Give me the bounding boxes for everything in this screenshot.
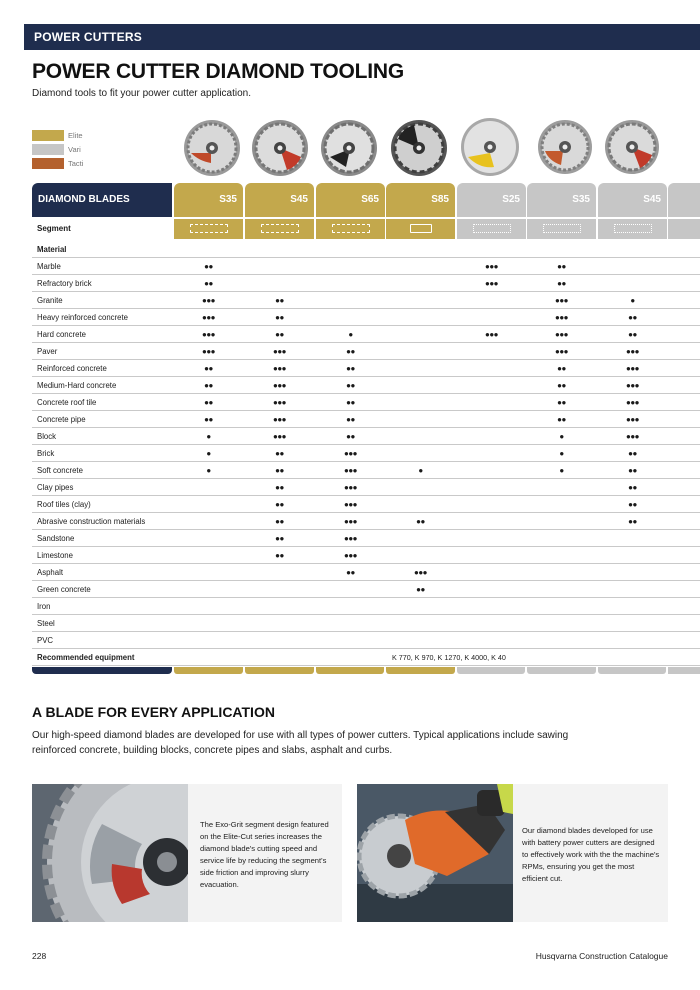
table-row [32, 343, 700, 360]
segment-shape-icon [473, 224, 511, 233]
table-row [32, 258, 700, 275]
segment-cell [527, 219, 596, 239]
table-row [32, 564, 700, 581]
table-row [32, 292, 700, 309]
segment-cell [174, 219, 243, 239]
rating-dots: ●●● [344, 466, 357, 475]
segment-row-label: Segment [37, 224, 71, 233]
column-header: S35 [174, 183, 243, 217]
rating-dots: ●●● [344, 500, 357, 509]
segment-shape-icon [614, 224, 652, 233]
rating-dots: ●● [275, 296, 284, 305]
blade-image-elite-s85 [390, 119, 448, 177]
footer-bar-elite [386, 667, 455, 674]
rating-dots: ●●● [273, 398, 286, 407]
rating-dots: ●● [346, 432, 355, 441]
rating-dots: ●● [275, 449, 284, 458]
rating-dots: ●● [346, 381, 355, 390]
rating-dots: ●●● [202, 296, 215, 305]
material-name: Granite [37, 296, 63, 305]
rating-dots: ●● [275, 313, 284, 322]
rating-dots: ●● [204, 415, 213, 424]
blade-image-elite-s35 [183, 119, 241, 177]
segment-shape-icon [190, 224, 228, 233]
rating-dots: ●● [204, 262, 213, 271]
footer-bar-elite [174, 667, 243, 674]
column-header: S45 [598, 183, 667, 217]
segment-cell [245, 219, 314, 239]
segment-shape-icon [261, 224, 299, 233]
section-body: Our high-speed diamond blades are developed for use with all types of power cutters. Typical applications include sawing reinforced concrete, building blocks, concrete pipes and slabs, asphalt and curbs. [32, 730, 569, 756]
info-card [357, 784, 668, 922]
legend-label: Elite [68, 130, 83, 140]
column-header: S65 [316, 183, 385, 217]
table-row [32, 547, 700, 564]
blade-image-vari-s45 [604, 119, 660, 175]
table-row [32, 598, 700, 615]
page-subtitle: Diamond tools to fit your power cutter application. [32, 88, 251, 99]
rating-dots: ● [418, 466, 423, 475]
material-name: Paver [37, 347, 58, 356]
material-name: Brick [37, 449, 55, 458]
column-header: S25 [457, 183, 526, 217]
segment-cell [386, 219, 455, 239]
blade-image-vari-s35 [537, 119, 593, 175]
table-row [32, 479, 700, 496]
material-name: Concrete pipe [37, 415, 86, 424]
rating-dots: ●●● [344, 534, 357, 543]
rating-dots: ● [206, 466, 211, 475]
rating-dots: ●● [628, 313, 637, 322]
column-header-partial [668, 183, 700, 217]
rating-dots: ●● [628, 330, 637, 339]
rating-dots: ●●● [414, 568, 427, 577]
recommended-equipment-label: Recommended equipment [37, 653, 135, 662]
rating-dots: ●● [416, 585, 425, 594]
column-header: S45 [245, 183, 314, 217]
rating-dots: ●● [557, 279, 566, 288]
rating-dots: ● [630, 296, 635, 305]
rating-dots: ● [559, 466, 564, 475]
material-name: Marble [37, 262, 61, 271]
rating-dots: ●●● [202, 330, 215, 339]
table-row [32, 445, 700, 462]
rating-dots: ●● [557, 398, 566, 407]
rating-dots: ●● [275, 534, 284, 543]
rating-dots: ●● [275, 517, 284, 526]
rating-dots: ●● [275, 483, 284, 492]
catalog-name: Husqvarna Construction Catalogue [535, 951, 668, 961]
footer-bar-vari [527, 667, 596, 674]
legend-item-tacti [32, 156, 83, 170]
rating-dots: ● [206, 449, 211, 458]
table-row [32, 496, 700, 513]
rating-dots: ●● [628, 500, 637, 509]
blade-closeup-image [32, 784, 188, 922]
rating-dots: ●●● [273, 347, 286, 356]
material-name: Hard concrete [37, 330, 86, 339]
blade-image-elite-s45 [251, 119, 309, 177]
rating-dots: ●●● [626, 381, 639, 390]
rating-dots: ●●● [273, 381, 286, 390]
rating-dots: ●● [346, 398, 355, 407]
recommended-equipment-row [32, 649, 700, 666]
section-header-bar [24, 24, 700, 50]
table-row [32, 513, 700, 530]
material-name: Asphalt [37, 568, 64, 577]
card-text: Our diamond blades developed for use with battery power cutters are designed to effectively work with the the machine's RPMs, ensuring you get the most efficient cut. [522, 826, 660, 883]
material-name: Reinforced concrete [37, 364, 107, 373]
table-row [32, 275, 700, 292]
material-name: Sandstone [37, 534, 75, 543]
legend-label: Vari [68, 144, 81, 154]
rating-dots: ●●● [485, 262, 498, 271]
info-card [32, 784, 342, 922]
rating-dots: ●●● [202, 347, 215, 356]
material-name: Limestone [37, 551, 73, 560]
rating-dots: ●●● [555, 296, 568, 305]
section-heading: A BLADE FOR EVERY APPLICATION [32, 704, 275, 720]
rating-dots: ●●● [344, 483, 357, 492]
segment-cell [457, 219, 526, 239]
material-header-row [32, 241, 700, 258]
table-row [32, 309, 700, 326]
table-row [32, 530, 700, 547]
rating-dots: ●● [275, 500, 284, 509]
rating-dots: ●●● [344, 517, 357, 526]
table-row [32, 428, 700, 445]
legend-item-elite [32, 128, 83, 142]
material-name: Iron [37, 602, 51, 611]
table-row [32, 411, 700, 428]
rating-dots: ●● [204, 279, 213, 288]
rating-dots: ●● [204, 364, 213, 373]
segment-cell [598, 219, 667, 239]
page-number: 228 [32, 951, 47, 961]
material-name: Refractory brick [37, 279, 92, 288]
legend-label: Tacti [68, 158, 84, 168]
rating-dots: ●●● [555, 313, 568, 322]
material-name: Medium-Hard concrete [37, 381, 117, 390]
rating-dots: ●●● [485, 279, 498, 288]
rating-dots: ●● [628, 466, 637, 475]
legend-swatch [32, 144, 64, 155]
rating-dots: ●●● [273, 432, 286, 441]
material-name: Roof tiles (clay) [37, 500, 91, 509]
blade-image-elite-s65 [320, 119, 378, 177]
material-name: Block [37, 432, 57, 441]
table-title: DIAMOND BLADES [32, 183, 172, 217]
rating-dots: ●● [628, 449, 637, 458]
rating-dots: ●●● [344, 449, 357, 458]
table-row [32, 326, 700, 343]
rating-dots: ●● [557, 262, 566, 271]
rating-dots: ●●● [485, 330, 498, 339]
legend-swatch [32, 130, 64, 141]
footer-bar-navy [32, 667, 172, 674]
segment-shape-icon [410, 224, 432, 233]
rating-dots: ●●● [273, 415, 286, 424]
rating-dots: ●●● [626, 364, 639, 373]
material-name: Steel [37, 619, 55, 628]
rating-dots: ●● [275, 330, 284, 339]
rating-dots: ●●● [626, 415, 639, 424]
rating-dots: ●●● [626, 398, 639, 407]
battery-cutter-image [357, 784, 513, 922]
rating-dots: ●● [346, 415, 355, 424]
rating-dots: ●● [557, 364, 566, 373]
material-name: Soft concrete [37, 466, 83, 475]
material-name: Concrete roof tile [37, 398, 97, 407]
rating-dots: ●● [346, 568, 355, 577]
recommended-equipment-value: K 770, K 970, K 1270, K 4000, K 40 [392, 653, 506, 662]
material-name: Green concrete [37, 585, 91, 594]
column-header: S85 [386, 183, 455, 217]
rating-dots: ●●● [626, 347, 639, 356]
rating-dots: ●● [416, 517, 425, 526]
rating-dots: ●●● [626, 432, 639, 441]
material-name: Heavy reinforced concrete [37, 313, 129, 322]
segment-shape-icon [543, 224, 581, 233]
table-row [32, 377, 700, 394]
legend-item-vari [32, 142, 83, 156]
rating-dots: ●●● [273, 364, 286, 373]
rating-dots: ● [559, 449, 564, 458]
rating-dots: ●● [204, 398, 213, 407]
footer-bar-vari [457, 667, 525, 674]
section-label: POWER CUTTERS [34, 30, 142, 44]
column-header: S35 [527, 183, 596, 217]
footer-bar-elite [245, 667, 314, 674]
material-name: Clay pipes [37, 483, 74, 492]
card-text: The Exo-Grit segment design featured on the Elite-Cut series increases the diamond blade's cutting speed and service life by reducing the segment's side friction and improving slurry evacuation. [200, 820, 329, 889]
rating-dots: ●● [204, 381, 213, 390]
segment-cell-partial [668, 219, 700, 239]
page-title: POWER CUTTER DIAMOND TOOLING [32, 60, 405, 83]
table-row [32, 581, 700, 598]
rating-dots: ●● [557, 381, 566, 390]
segment-cell [316, 219, 385, 239]
table-row [32, 394, 700, 411]
rating-dots: ●●● [344, 551, 357, 560]
rating-dots: ● [559, 432, 564, 441]
material-header-label: Material [37, 245, 67, 254]
rating-dots: ●●● [555, 330, 568, 339]
blade-image-vari-s25 [460, 117, 520, 177]
rating-dots: ●● [628, 517, 637, 526]
table-row [32, 360, 700, 377]
segment-shape-icon [332, 224, 370, 233]
rating-dots: ● [206, 432, 211, 441]
rating-dots: ● [348, 330, 353, 339]
material-name: PVC [37, 636, 54, 645]
rating-dots: ●● [628, 483, 637, 492]
rating-dots: ●●● [555, 347, 568, 356]
rating-dots: ●● [346, 347, 355, 356]
rating-dots: ●● [346, 364, 355, 373]
table-row [32, 462, 700, 479]
table-row [32, 615, 700, 632]
legend-swatch [32, 158, 64, 169]
rating-dots: ●●● [202, 313, 215, 322]
tier-legend [32, 128, 83, 170]
table-row [32, 632, 700, 649]
material-name: Abrasive construction materials [37, 517, 146, 526]
footer-bar-elite [316, 667, 384, 674]
footer-bar-vari-partial [668, 667, 700, 674]
rating-dots: ●● [557, 415, 566, 424]
footer-bar-vari [598, 667, 666, 674]
rating-dots: ●● [275, 551, 284, 560]
rating-dots: ●● [275, 466, 284, 475]
